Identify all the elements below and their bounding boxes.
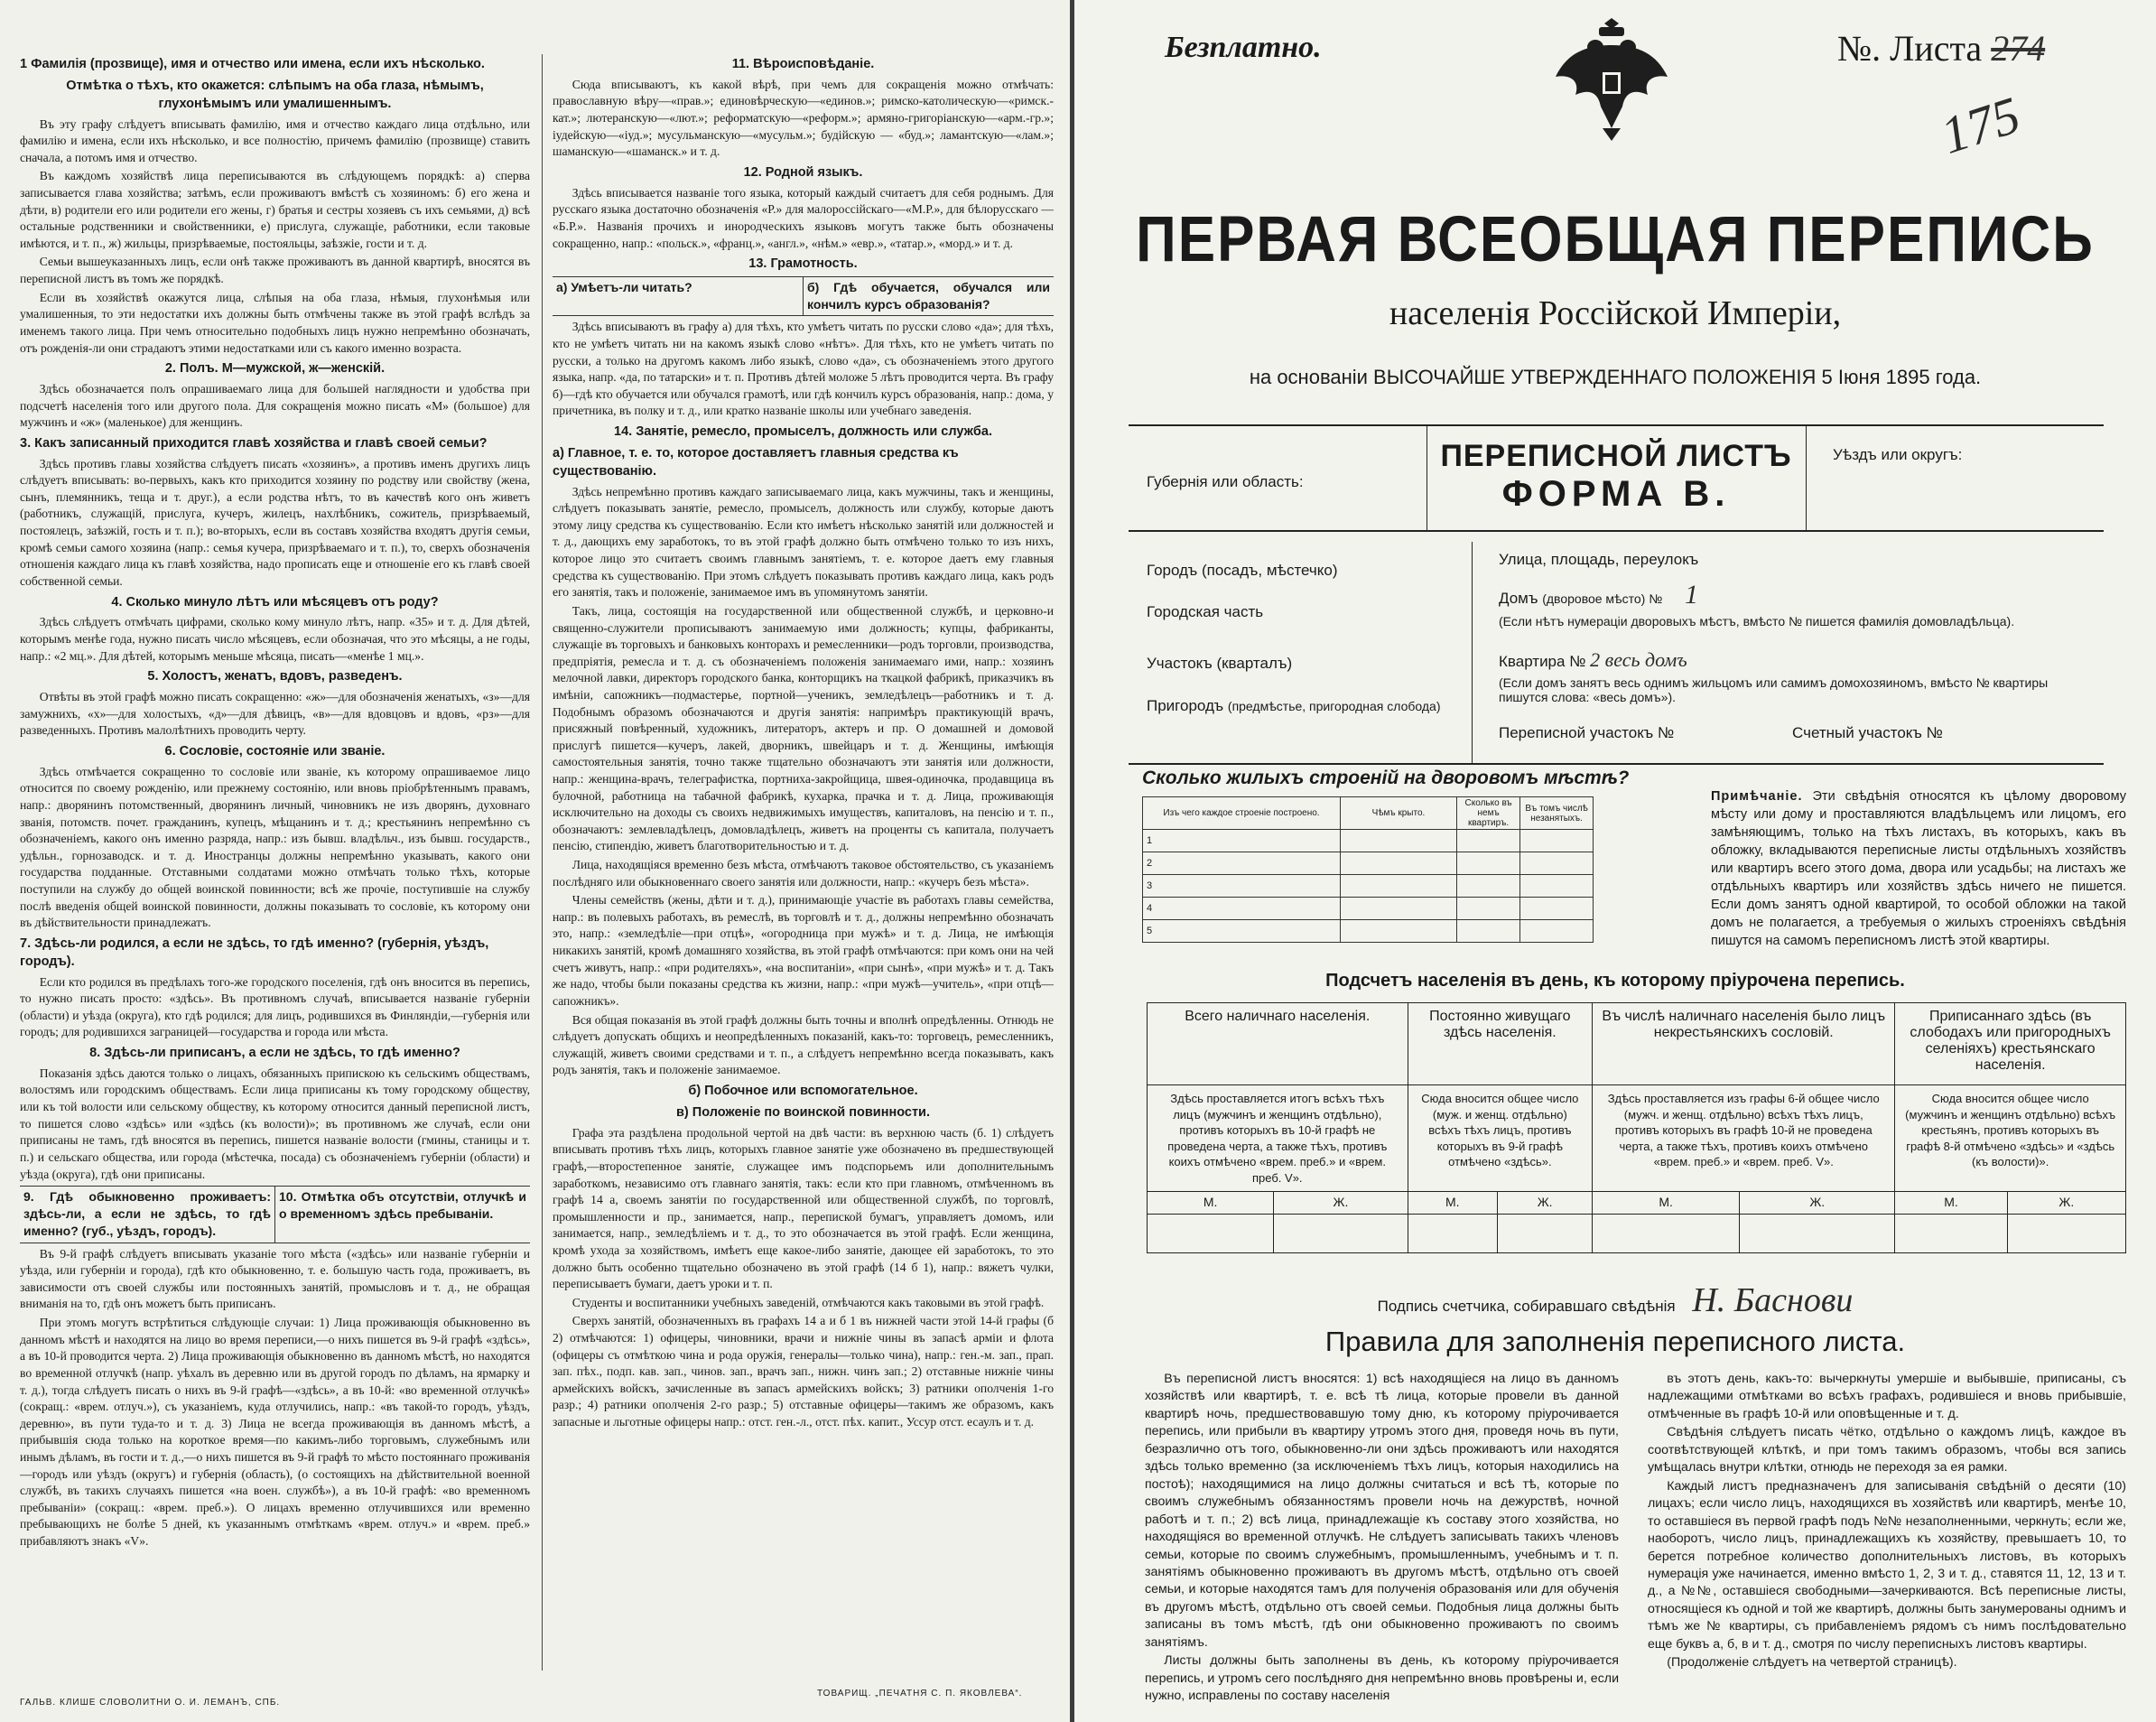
female-header: Ж.: [1498, 1192, 1593, 1215]
precinct-label: Участокъ (кварталъ): [1147, 655, 1293, 672]
pop-desc-present: Здѣсь проставляется итогъ всѣхъ тѣхъ лицъ (мужчинъ и женщинъ отдѣльно), противъ которыхъ въ 10-й графѣ не проведена черта, а также тѣхъ, противъ коихъ отмѣчено «врем. преб.» и «врем. преб. V».: [1148, 1085, 1408, 1192]
section-heading: 4. Сколько минуло лѣтъ или мѣсяцевъ отъ роду?: [111, 594, 439, 610]
paragraph: При этомъ могутъ встрѣтиться слѣдующіе случаи: 1) Лица проживающія обыкновенно въ данномъ мѣстѣ и находятся на лицо во время переписи,—о нихъ пишется въ 9-й графѣ «здѣсь», а въ 10-й проводится черта. 2) Лица проживающія обыкновенно въ данномъ мѣстѣ, но находятся во временной отлучкѣ (напр. уѣхалъ въ деревню или въ другой городъ по дѣламъ, на ярмарку и т. д.), тогда слѣдуетъ писать о нихъ въ 9-й графѣ—«здѣсь», а въ 10-й: «во временной отлучкѣ» (сокращ.: «врем. отлуч.»), съ указаніемъ, куда отлучились, напр.: «въ такой-то городъ, уѣздъ, деревню», въ пути туда-то и т. д. 3) Лица не всегда проживающія въ данномъ мѣстѣ, а прибывшія сюда только на короткое время—по какимъ-либо торговымъ, служебнымъ или инымъ дѣламъ, въ гости и т. д.,—о нихъ пишется въ 9-й графѣ то мѣсто постояннаго проживанія—городъ или уѣздъ (округъ) и губернія (область), (о состоящихъ на дѣйствительной военной службѣ, въ такихъ случаяхъ пишется «на воен. службѣ»), а въ 10-й графѣ: «во временномъ пребываніи» (сокращ.: «врем. преб.»). О лицахъ временно отлучившихся или временно пребывающихъ не болѣе 5 дней, къ указаннымъ отмѣткамъ «врем. отлуч.» и «врем. преб.» прибавляютъ знакъ «V».: [20, 1316, 530, 1549]
district-cell: [1806, 426, 2104, 530]
heading-cell: а) Умѣетъ-ли читать?: [556, 280, 692, 295]
apartment-comment: (Если домъ занятъ весь однимъ жильцомъ или самимъ домохозяиномъ, вмѣсто № квартиры пишутся слова: «весь домъ»).: [1499, 675, 2049, 704]
paragraph: Сюда вписываютъ, къ какой вѣрѣ, при чемъ для сокращенія можно отмѣчать: православную вѣру—«прав.»; единовѣрческую—«единов.»; римско-католическую—«римск.-кат.»; лютеранскую—«лют.»; реформатскую—«реформ.»; армяно-григоріанскую—«арм.-гр.»; іудейскую—«іуд.»; мусульманскую—«мусульм.»; будійскую — «буд.»; ламантскую—«лам.»; шаманскую—«шаманск.» и т. д.: [553, 77, 1054, 159]
house-label: Домъ: [1499, 590, 1538, 607]
enumerator-signature: [1074, 1280, 2156, 1320]
paragraph: Такъ, лица, состоящія на государственной или общественной службѣ, и церковно-и священно-служители прописываютъ занимаемую ими должность; купцы, фабриканты, служащіе въ торговыхъ и банковыхъ конторахъ и ремесленники—родъ торговли, производства, предпріятія, ремесла и т. д. съ обозначеніемъ положенія занимаемаго ими, напр.: хозяинъ мелочной лавки, директоръ городского банка, конторщикъ на ткацкой фабрикѣ, приказчикъ въ имѣніи, сапожникъ—подмастерье, портной—ученикъ, земледѣлецъ—работникъ и т. д. Подобнымъ образомъ обозначаются и другія занятія: напримѣръ практикующій врачъ, присяжный повѣренный, художникъ, литераторъ, актеръ и пр. О домашней и домовой прислугѣ пишется—кучеръ, лакей, дворникъ, швейцаръ и т. д. Женщины, имѣющія самостоятельныя занятія, точно также тщательно обозначаютъ эти занятія или должности, напр.: женщина-врачъ, телеграфистка, портниха-закройщица, швея-одиночка, продавщица въ булочной, работница на табачной фабрикѣ, кухарка, прачка и т. д. Лица, проживающія исключительно на доходы съ своихъ недвижимыхъ имуществъ, капиталовъ, на пенсію и т. п., обозначаютъ: землевладѣлецъ, домовладѣлецъ, живетъ на проценты съ капитала, получаетъ пенсію, стипендію, живетъ благотворительностью и т. д.: [553, 603, 1054, 853]
section-heading: в) Положеніе по воинской повинности.: [676, 1104, 930, 1120]
bld-col-roof: Чѣмъ крыто.: [1341, 797, 1457, 830]
city-part-label: Городская часть: [1147, 603, 1264, 620]
paragraph: Здѣсь вписывается названіе того языка, который каждый считаетъ для себя роднымъ. Для русскаго языка достаточно обозначенія «Р.» для малороссійскаго—«М.Р.», для бѣлорусскаго — «Б.Р.». Названія прочихъ и инородческихъ языковъ могутъ также быть обозначены сокращенно, напр.: «польск.», «франц.», «англ.», «нѣм.» «евр.», «татар.», «морд.» и т. д.: [553, 185, 1054, 250]
remark-lead: Примѣчаніе.: [1711, 789, 1803, 804]
table-cell: [1457, 898, 1520, 920]
buildings-table: [1142, 796, 1594, 943]
two-part-heading: [553, 276, 1054, 316]
table-row: [1143, 852, 1594, 875]
census-subtitle: населенія Россійской Имперіи,: [1389, 294, 1842, 332]
section-heading: Отмѣтка о тѣхъ, кто окажется: слѣпымъ на оба глаза, нѣмымъ, глухонѣмымъ или умалишеннымъ.: [66, 78, 484, 111]
rule-paragraph: въ этотъ день, какъ-то: вычеркнуты умершіе и выбывшіе, приписаны, съ надлежащими отмѣтками во всѣхъ графахъ, родившіеся и вновь прибывшіе, отмѣченные въ графѣ 10-й или оповѣщенные и т. д.: [1648, 1372, 2126, 1421]
paragraph: Здѣсь непремѣнно противъ каждаго записываемаго лица, какъ мужчины, такъ и женщины, слѣдуетъ показывать занятіе, ремесло, промыселъ, должность или службу, которые даютъ этому лицу средства къ существованію. Если кто имѣетъ нѣсколько занятій или должностей и т. д., дающихъ ему заработокъ, то въ этой графѣ должно быть отмѣчено только то изъ нихъ, которое лицо это считаетъ своимъ главнымъ занятіемъ, т. е. которое даетъ ему главныя средства къ существованію. При этомъ слѣдуетъ показывать противъ каждаго лица, какъ родъ его занятія, такъ и положеніе, занимаемое имъ въ упомянутомъ занятіи.: [553, 484, 1054, 600]
paragraph: Здѣсь обозначается полъ опрашиваемаго лица для большей наглядности и удобства при подсчетѣ населенія того или другого пола. Для сокращенія можно писать «М» (большое) для мужчинъ и «ж» (маленькое) для женщинъ.: [20, 381, 530, 430]
section-heading: 1 Фамилія (прозвище), имя и отчество или имена, если ихъ нѣсколько.: [20, 57, 485, 71]
heading-cell: 10. Отмѣтка объ отсутствіи, отлучкѣ и о временномъ здѣсь пребываніи.: [274, 1187, 530, 1243]
buildings-table-header: [1143, 797, 1594, 830]
section-heading: 5. Холостъ, женатъ, вдовъ, разведенъ.: [147, 669, 403, 684]
table-cell: [1457, 830, 1520, 852]
male-header: М.: [1408, 1192, 1498, 1215]
paragraph: Здѣсь отмѣчается сокращенно то сословіе или званіе, къ которому опрашиваемое лицо относится по своему рожденію, или прежнему состоянію, или вновь пріобрѣтеннымъ правамъ, напр.: дворянинъ потомственный, дворянинъ личный, чиновникъ не изъ дворянъ, духовнаго званія, потомств. почет. гражданинъ, купецъ, мѣщанинъ и т. д.; крестьянинъ непремѣнно съ обозначеніемъ, какого онъ именно разряда, напр.: изъ бывш. владѣльч., изъ бывш. государств., удѣльн., горнозаводск. и т. д. Иностранцы должны непремѣнно указывать, какого они государства подданные. Отставными солдатами можно отмѣчать только тѣхъ, которые поступили на службу до общей воинской повинности; всѣ же прочіе, поступившіе на службу послѣ введенія общей воинской повинности, должны показывать то сословіе, къ которому они въ дѣйствительности принадлежатъ.: [20, 764, 530, 930]
pop-col-non-peasant: Въ числѣ наличнаго населенія было лицъ некрестьянскихъ сословій.: [1593, 1003, 1895, 1085]
table-cell: [1520, 830, 1594, 852]
apartment-value: 2 весь домъ: [1590, 648, 1687, 671]
legal-basis: на основаніи ВЫСОЧАЙШЕ УТВЕРЖДЕННАГО ПОЛОЖЕНІЯ 5 Іюня 1895 года.: [1249, 366, 1982, 388]
pop-desc-peasant: Сюда вносится общее число (мужчинъ и женщинъ отдѣльно) всѣхъ крестьянъ, противъ которыхъ въ графѣ 8-й отмѣчено «здѣсь» и «здѣсь (къ волости)».: [1895, 1085, 2126, 1192]
pop-col-peasant: Приписаннаго здѣсь (въ слободахъ или пригородныхъ селеніяхъ) крестьянскаго населенія.: [1895, 1003, 2126, 1085]
section-heading: 3. Какъ записанный приходится главѣ хозяйства и главѣ своей семьи?: [20, 435, 488, 451]
pop-desc-non-peasant: Здѣсь проставляется изъ графы 6-й общее число (мужч. и женщ. отдѣльно) всѣхъ тѣхъ лицъ, противъ которыхъ въ графѣ 10-й не проведена черта, а также тѣхъ, противъ коихъ отмѣчено «врем. преб.» и «врем. преб. V».: [1593, 1085, 1895, 1192]
female-header: Ж.: [1740, 1192, 1895, 1215]
pop-desc-row: [1148, 1085, 2126, 1192]
male-header: М.: [1895, 1192, 2007, 1215]
row-number: 4: [1143, 898, 1341, 920]
census-precinct-label: Переписной участокъ №: [1499, 724, 1675, 741]
table-cell: [1341, 898, 1457, 920]
table-cell: [1341, 852, 1457, 875]
house-note: (дворовое мѣсто) №: [1542, 591, 1663, 606]
paragraph: Если въ хозяйствѣ окажутся лица, слѣпыя на оба глаза, нѣмыя, глухонѣмыя или умалишенныя, то эти недостатки ихъ должны быть отмѣчены также въ этой графѣ вслѣдъ за именемъ такого лица. При чемъ относительно подобныхъ лицъ нужно непремѣнно обозначать, отъ рожденія-ли они страдаютъ этими недостатками или съ какого именно возраста.: [20, 290, 530, 355]
census-form-page: [1074, 0, 2156, 1722]
paragraph: Графа эта раздѣлена продольной чертой на двѣ части: въ верхнюю часть (б. 1) слѣдуетъ вписывать противъ тѣхъ лицъ, которыхъ главное занятіе уже обозначено въ предшествующей графѣ,—второстепенное занятіе, служащее имъ подспорьемъ или дополнительнымъ заработкомъ, независимо отъ главнаго занятія, такъ: если кто при главномъ, отмѣченномъ въ графѣ 14 а, своемъ занятіи по государственной или общественной службѣ, по торговлѣ, промышленности и пр., занимается, напр., перепиской бумагъ, управляетъ домомъ, или занимается, напр., земледѣліемъ и т. д., то это обозначается въ этой графѣ. Если женщина, кромѣ ухода за хозяйствомъ, имѣетъ еще какое-либо занятіе, дающее ей заработокъ, то это должно быть особенно тщательно обозначено въ этой графѣ (14 б 1), напр.: вяжетъ чулки, переписываетъ бумаги, даетъ уроки и т. п.: [553, 1125, 1054, 1291]
table-cell: [1274, 1215, 1408, 1253]
column-divider: [542, 54, 543, 1671]
apartment-field: [1499, 648, 1687, 672]
section-heading: 12. Родной языкъ.: [743, 164, 863, 180]
house-field: [1499, 580, 1698, 610]
female-header: Ж.: [2007, 1192, 2125, 1215]
bld-col-apartments: Сколько въ немъ квартиръ.: [1457, 797, 1520, 830]
table-cell: [1408, 1215, 1498, 1253]
table-cell: [2007, 1215, 2125, 1253]
pop-desc-resident: Сюда вносится общее число (муж. и женщ. отдѣльно) всѣхъ тѣхъ лицъ, противъ которыхъ въ 9-й графѣ отмѣчено «здѣсь».: [1408, 1085, 1593, 1192]
table-cell: [1457, 875, 1520, 898]
paragraph: Въ 9-й графѣ слѣдуетъ вписывать указаніе того мѣста («здѣсь» или названіе губерніи и уѣзда, или губерніи и города), гдѣ кто обыкновенно, т. е. большую часть года, проживаетъ, въ зависимости отъ своей службы или постоянныхъ занятій, промысловъ и т. д., не обращая вниманія на то, гдѣ онъ можетъ быть приписанъ.: [20, 1246, 530, 1311]
table-row: [1143, 920, 1594, 943]
city-label: Городъ (посадъ, мѣстечко): [1147, 562, 1338, 579]
suburb-label: Пригородъ: [1147, 697, 1224, 714]
row-number: 1: [1143, 830, 1341, 852]
paragraph: Лица, находящіяся временно безъ мѣста, отмѣчаютъ таковое обстоятельство, съ указаніемъ послѣдняго или обыкновеннаго своего занятія или должности, напр.: «кучеръ безъ мѣста».: [553, 858, 1054, 889]
paragraph: Здѣсь противъ главы хозяйства слѣдуетъ писать «хозяинъ», а противъ именъ другихъ лицъ слѣдуетъ вписывать: во-первыхъ, какъ кто приходится хозяину по родству или свойству (жена, сынъ, племянникъ, теща и т. друг.), а если родства нѣтъ, то въ качествѣ кого онъ живетъ (работникъ, служащій, прислуга, кучеръ, жилецъ, нахлѣбникъ, сожитель, призрѣваемый, постоялецъ, заѣзжій, гость и т. п.); во-вторыхъ, если въ составъ хозяйства входятъ другія семьи, кромѣ семьи самого хозяина (напр.: семья кучера, призрѣваемаго и т. п.), то, сверхъ обозначенія отношенія каждаго лица къ главѣ хозяйства, надо прописать еще и отношеніе его къ главѣ своей собственной семьи.: [20, 456, 530, 588]
paragraph: Отвѣты въ этой графѣ можно писать сокращенно: «ж»—для обозначенія женатыхъ, «з»—для замужнихъ, «х»—для холостыхъ, «д»—для дѣвицъ, «в»—для вдовцовъ и вдовъ, «рз»—для разведенныхъ. Противъ малолѣтнихъ проводить черту.: [20, 690, 530, 738]
census-title: ПЕРВАЯ ВСЕОБЩАЯ ПЕРЕПИСЬ: [1136, 203, 2095, 276]
bld-col-vacant: Въ томъ числѣ незанятыхъ.: [1520, 797, 1594, 830]
signature-label: Подпись счетчика, собиравшаго свѣдѣнія: [1377, 1298, 1676, 1315]
address-block: [1129, 542, 2104, 765]
bld-col-material: Изъ чего каждое строеніе построено.: [1143, 797, 1341, 830]
population-count-title: Подсчетъ населенія въ день, къ которому пріурочена перепись.: [1325, 971, 1905, 991]
house-value: 1: [1684, 580, 1698, 610]
table-cell: [1498, 1215, 1593, 1253]
paragraph: Здѣсь вписываютъ въ графу а) для тѣхъ, кто умѣетъ читать по русски слово «да»; для тѣхъ, кто не умѣетъ читать ни на какомъ языкѣ слово «нѣтъ». Для тѣхъ, кто не умѣетъ читать по русски, а только на другомъ какомъ либо языкѣ, слово «да», съ обозначеніемъ этого другого языка, напр. «да, по татарски» и т. п. Противъ дѣтей моложе 5 лѣтъ проводится черта. Въ графу б)—гдѣ кто обучается или обучался грамотѣ, или гдѣ кончилъ курсъ образованія, напр.: дома, у причетника, въ полку и т. д., или кратко названіе школы или учебнаго заведенія.: [553, 320, 1054, 418]
rule-paragraph: Листы должны быть заполнены въ день, къ которому пріурочивается перепись, и утромъ сего послѣдняго дня непремѣнно вновь провѣрены и, если нужно, исправлены по составу населенія: [1145, 1653, 1619, 1704]
form-title-cell: [1426, 426, 1807, 530]
sheet-number-value: 274: [1991, 28, 2046, 69]
signature-value: Н. Баснови: [1692, 1281, 1854, 1319]
rules-title: Правила для заполненія переписного листа.: [1324, 1326, 1906, 1357]
table-cell: [1593, 1215, 1740, 1253]
form-letter: ФОРМА В.: [1501, 474, 1731, 514]
remark-text: Эти свѣдѣнія относятся къ цѣлому дворовому мѣсту или дому и проставляются владѣльцемъ или лицомъ, его замѣняющимъ, только на тѣхъ листахъ, въ которыхъ, какъ въ обложку, вкладываются переписные листы отдѣльныхъ хозяйствъ или квартиръ всего этого дома, двора или усадьбы; на листахъ же отдѣльныхъ квартиръ или хозяйствъ здѣсь ничего не пишется. Если домъ занятъ одной квартирой, то особой обложки на такой домъ не полагается, а требуемыя о жилыхъ строеніяхъ свѣдѣнія пишутся на самомъ переписномъ листѣ этой квартиры.: [1711, 789, 2126, 948]
male-header: М.: [1593, 1192, 1740, 1215]
section-heading: б) Побочное или вспомогательное.: [688, 1083, 918, 1098]
rules-column-right: [1648, 1371, 2126, 1705]
paragraph: Семьи вышеуказанныхъ лицъ, если онѣ также проживаютъ въ данной квартирѣ, вносятся въ переписной листъ въ томъ же порядкѣ.: [20, 255, 530, 286]
table-cell: [1520, 852, 1594, 875]
archive-page-number: 175: [1934, 85, 2027, 165]
two-part-heading: [20, 1186, 530, 1243]
house-comment: (Если нѣтъ нумераціи дворовыхъ мѣстъ, вмѣсто № пишется фамилія домовладѣльца).: [1499, 614, 2015, 628]
printer-credit-right: ТОВАРИЩ. „ПЕЧАТНЯ С. П. ЯКОВЛЕВА“.: [817, 1689, 1023, 1699]
table-row: [1143, 898, 1594, 920]
table-cell: [1457, 852, 1520, 875]
form-name: ПЕРЕПИСНОЙ ЛИСТЪ: [1440, 439, 1792, 473]
section-heading: 7. Здѣсь-ли родился, а если не здѣсь, то гдѣ именно? (губернія, уѣздъ, городъ).: [20, 935, 489, 969]
sheet-number: [1837, 27, 2045, 70]
rule-paragraph: Въ переписной листъ вносятся: 1) всѣ находящіеся на лицо въ данномъ хозяйствѣ или квартирѣ, т. е. всѣ тѣ лица, которые провели въ данной квартирѣ ночь, предшествовавшую тому дню, къ которому пріурочивается перепись, или прибыли въ квартиру утромъ этого дня, проведя ночь въ пути, безразлично отъ того, обыкновенно-ли они здѣсь проживаютъ или находятся здѣсь только временно (за исключеніемъ тѣхъ лицъ, которыя находились на постоѣ); находящимися на лицо должны считаться и всѣ тѣ, которые по своимъ служебнымъ обязанностямъ провели ночь на дежурствѣ, ночной работѣ и т. п.; 2) всѣ лица, принадлежащіе къ составу этого хозяйства, но находящіяся во временной отлучкѣ. Не слѣдуетъ записывать такихъ членовъ семьи, которые по своимъ служебнымъ, промышленнымъ, учебнымъ и т. п. занятіямъ обыкновенно проживаютъ въ другомъ мѣстѣ, отдѣльно отъ своей семьи, и которые находятся тамъ для полученія образованія или для обученія въ другомъ мѣстѣ, отдѣльно отъ своей семьи. Подобныя лица должны быть записаны въ томъ мѣстѣ, гдѣ они обыкновенно проживаютъ по своимъ занятіямъ.: [1145, 1372, 1619, 1650]
free-of-charge-label: Безплатно.: [1165, 31, 1322, 64]
row-number: 3: [1143, 875, 1341, 898]
suburb-field: [1147, 697, 1440, 715]
pop-col-resident: Постоянно живущаго здѣсь населенія.: [1408, 1003, 1593, 1085]
section-heading: 14. Занятіе, ремесло, промыселъ, должность или служба.: [614, 424, 992, 440]
paragraph: Въ каждомъ хозяйствѣ лица переписываются въ слѣдующемъ порядкѣ: а) сперва записывается глава хозяйства; затѣмъ, если проживаютъ вмѣстѣ съ хозяиномъ: б) его жена и дѣти, в) родители его или родители его жены, г) братья и сестры хозяевъ съ ихъ семьями, д) всѣ остальные родственники и свойственники, е) прислуга, служащіе, работники, если таковые имѣются, и т. п., ж) жильцы, призрѣваемые, постояльцы, заѣзжіе, гости и т. д.: [20, 169, 530, 250]
paragraph: Студенты и воспитанники учебныхъ заведеній, отмѣчаются какъ таковыми въ этой графѣ.: [572, 1295, 1045, 1309]
female-header: Ж.: [1274, 1192, 1408, 1215]
paragraph: Члены семействъ (жены, дѣти и т. д.), принимающіе участіе въ работахъ главы семейства, напр.: въ полевыхъ работахъ, въ ремеслѣ, въ торговлѣ и т. д., должны непремѣнно обозначать это, напр.: «земледѣліе—при отцѣ», «огородница при мужѣ» и т. д. Лица, не имѣющія никакихъ занятій, кромѣ домашняго хозяйства, въ этой графѣ отмѣчаются: при комъ они на чей счетъ живутъ, напр.: «при родителяхъ», «на воспитаніи», «при сынѣ», «при мужѣ» и т. д. Такъ же надо, чтобы были показаны средства къ жизни, напр.: «при мужѣ—учитель», «при отцѣ—сапожникъ».: [553, 893, 1054, 1008]
table-cell: [1740, 1215, 1895, 1253]
table-cell: [1148, 1215, 1274, 1253]
table-row: [1143, 875, 1594, 898]
form-header: [1129, 424, 2104, 532]
section-heading: 2. Полъ. М—мужской, ж—женскій.: [164, 361, 386, 377]
paragraph: Показанія здѣсь даются только о лицахъ, обязанныхъ припискою къ сельскимъ обществамъ, волостямъ или городскимъ обществамъ. Если лица приписаны къ тому городскому обществу, или къ той волости или сельскому обществу, къ которому относится данный переписной листъ, то пишется слово «здѣсь» или «здѣсь (къ волости)»; въ противномъ же случаѣ, если они приписаны не тамъ, гдѣ вносятся въ перепись, пишется названіе волости (гмины, станицы и т. п.) и сельскаго общества, или города (мѣстечка, посада) съ обозначеніемъ губерніи (области) и уѣзда (округа), гдѣ они приписаны.: [20, 1066, 530, 1181]
paragraph: Если кто родился въ предѣлахъ того-же городского поселенія, гдѣ онъ вносится въ перепись, то нужно писать просто: «здѣсь». Въ противномъ случаѣ, вписывается названіе губерніи (области) и уѣзда (округа), кто гдѣ родился; для лицъ, родившихся въ Финляндіи,—губернія или городъ; для родившихся заграницей—государства и города или мѣста.: [20, 974, 530, 1039]
buildings-remark: [1711, 787, 2126, 950]
instructions-column-2: [553, 52, 1054, 1669]
street-label: Улица, площадь, переулокъ: [1499, 551, 1699, 568]
table-cell: [1895, 1215, 2007, 1253]
address-left: [1129, 542, 1473, 763]
section-heading: 8. Здѣсь-ли приписанъ, а если не здѣсь, то гдѣ именно?: [89, 1046, 460, 1061]
apartment-label: Квартира №: [1499, 653, 1586, 670]
buildings-question: Сколько жилыхъ строеній на дворовомъ мѣстѣ?: [1142, 768, 1630, 788]
male-header: М.: [1148, 1192, 1274, 1215]
section-heading: а) Главное, т. е. то, которое доставляетъ главныя средства къ существованію.: [553, 445, 959, 479]
heading-cell: б) Гдѣ обучается, обучался или кончилъ курсъ образованія?: [803, 277, 1054, 315]
pop-col-present: Всего наличнаго населенія.: [1148, 1003, 1408, 1085]
table-cell: [1520, 875, 1594, 898]
table-cell: [1520, 920, 1594, 943]
paragraph: Въ эту графу слѣдуетъ вписывать фамилію, имя и отчество каждаго лица отдѣльно, или фамилію и имена, если ихъ нѣсколько, и все полностію, причемъ фамилію (прозвище) ставить сначала, а потомъ имя и отчество.: [20, 116, 530, 164]
table-cell: [1520, 898, 1594, 920]
section-heading: 6. Сословіе, состояніе или званіе.: [164, 743, 386, 759]
pop-value-row: [1148, 1215, 2126, 1253]
rule-paragraph: Свѣдѣнія слѣдуетъ писать чётко, отдѣльно о каждомъ лицѣ, каждое въ соотвѣтствующей клѣткѣ, и при томъ такимъ образомъ, чтобы вся запись умѣщалась внутри клѣтки, отнюдь не переходя за ея рамки.: [1648, 1425, 2126, 1475]
paragraph: Здѣсь слѣдуетъ отмѣчать цифрами, сколько кому минуло лѣтъ, напр. «35» и т. д. Для дѣтей, которымъ менѣе года, нужно писать число мѣсяцевъ, если обозначая, что это мѣсяцы, а не годы, напр.: «2 мц.». Для дѣтей, которымъ меньше мѣсяца, писать—«менѣе 1 мц.».: [20, 615, 530, 663]
section-heading: 11. Вѣроисповѣданіе.: [731, 57, 875, 71]
rule-paragraph: (Продолженіе слѣдуетъ на четвертой страницѣ).: [1667, 1655, 1957, 1671]
pop-header-row: [1148, 1003, 2126, 1085]
printer-credit-left: ГАЛЬВ. КЛИШЕ СЛОВОЛИТНИ О. И. ЛЕМАНЪ, СПБ.: [20, 1698, 281, 1708]
paragraph: Вся общая показанія въ этой графѣ должны быть точны и вполнѣ опредѣленны. Отнюдь не слѣдуетъ допускать общихъ и неопредѣленныхъ показаній, какъ-то: торговецъ, ремесленникъ, служащій, живетъ своими средствами и т. п., а слѣдуетъ непремѣнно всегда показывать, какъ родъ занятія, такъ и положеніе занимаемое.: [553, 1012, 1054, 1077]
instructions-page: [0, 0, 1070, 1722]
rules-column-left: [1145, 1371, 1619, 1705]
address-right: [1472, 542, 2104, 763]
sheet-number-label: №. Листа: [1837, 28, 1983, 69]
instructions-column-1: [20, 52, 530, 1606]
heading-cell: 9. Гдѣ обыкновенно проживаетъ: здѣсь-ли, а если не здѣсь, то гдѣ именно? (губ., уѣздъ, городъ).: [23, 1189, 271, 1239]
province-label: Губернія или область:: [1147, 473, 1304, 490]
paragraph: Сверхъ занятій, обозначенныхъ въ графахъ 14 а и б 1 въ нижней части этой 14-й графы (б 2) отмѣчаются: 1) офицеры, чиновники, врачи и нижніе чины въ запасѣ арміи и флота (офицеры съ отмѣткою чина и рода оружія, генералы—только чина), напр.: ген.-м. зап., прап. зап. пѣх., подп. кав. зап., чинов. зап., врачъ зап., нижн. чинъ зап.; 2) отставные нижніе чины армейскихъ войскъ, зачисленные въ запасъ армейскихъ войскъ; 3) ратники ополченія 1-го разр.; 4) ратники ополченія 2-го разр.; 5) отставные офицеры—такимъ же образомъ, какъ запасные и льготные офицеры напр.: отст. ген.-л., отст. пѣх. капит., Уссур отст. есаулъ и т. д.: [553, 1314, 1054, 1429]
district-label: Уѣздъ или округъ:: [1833, 446, 1963, 463]
pop-sex-row: [1148, 1192, 2126, 1215]
imperial-eagle-icon: [1548, 9, 1675, 144]
province-cell: [1129, 426, 1427, 530]
row-number: 2: [1143, 852, 1341, 875]
table-row: [1143, 830, 1594, 852]
section-heading: 13. Грамотность.: [748, 256, 858, 272]
table-cell: [1341, 875, 1457, 898]
table-cell: [1341, 830, 1457, 852]
counting-precinct-label: Счетный участокъ №: [1792, 724, 1943, 741]
table-cell: [1457, 920, 1520, 943]
population-count-table: [1147, 1002, 2126, 1253]
rule-paragraph: Каждый листъ предназначенъ для записыванія свѣдѣній о десяти (10) лицахъ; если число лицъ, находящихся въ хозяйствѣ или квартирѣ, менѣе 10, то оставшіеся въ первой графѣ подъ №№ незаполненными, черкнуть; если же, наоборотъ, число лицъ, принадлежащихъ къ хозяйству, превышаетъ 10, то берется потребное количество дополнительныхъ листовъ, въ которыхъ нумерація уже начинается, именно вмѣсто 1, 2, 3 и т. д., ставятся 11, 12, 13 и т. д., а №№, оставшіеся свободными—зачеркиваются. Всѣ переписные листы, относящіеся къ одной и той же квартирѣ, должны быть занумерованы однимъ и тѣмъ же № квартиры, съ прибавленіемъ рядомъ съ нимъ послѣдовательно еще буквъ а, б, в и т. д., смотря по числу переписныхъ листовъ квартиры.: [1648, 1478, 2126, 1652]
row-number: 5: [1143, 920, 1341, 943]
table-cell: [1341, 920, 1457, 943]
suburb-note: (предмѣстье, пригородная слобода): [1227, 699, 1441, 713]
